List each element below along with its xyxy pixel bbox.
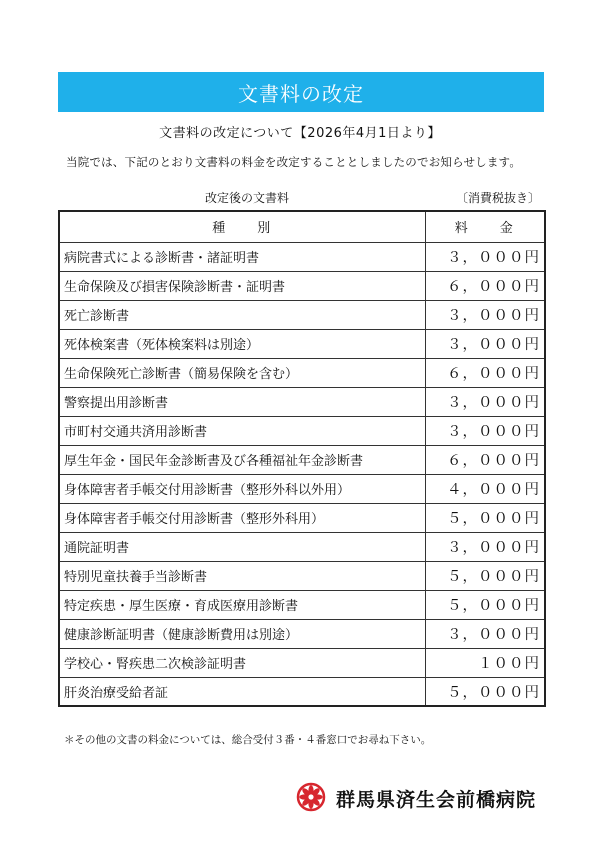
document-type-cell: 学校心・腎疾患二次検診証明書 [59, 648, 425, 677]
document-type-cell: 警察提出用診断書 [59, 387, 425, 416]
table-row [59, 300, 545, 329]
hospital-emblem-icon [296, 782, 326, 812]
document-type-cell: 死体検案書（死体検案料は別途） [59, 329, 425, 358]
fee-cell: ５，０００円 [425, 677, 545, 706]
table-row [59, 561, 545, 590]
table-caption: 改定後の文書料 [205, 191, 290, 205]
page-title: 文書料の改定 [238, 81, 364, 106]
document-type-cell: 身体障害者手帳交付用診断書（整形外科以外用） [59, 474, 425, 503]
tax-note: 〔消費税抜き〕 [456, 191, 541, 205]
fee-cell: ３，０００円 [425, 387, 545, 416]
table-row [59, 445, 545, 474]
table-row [59, 387, 545, 416]
document-type-cell: 特別児童扶養手当診断書 [59, 561, 425, 590]
fee-cell: ３，０００円 [425, 242, 545, 271]
document-type-cell: 厚生年金・国民年金診断書及び各種福祉年金診断書 [59, 445, 425, 474]
table-row [59, 503, 545, 532]
table-row [59, 677, 545, 706]
fee-cell: ５，０００円 [425, 561, 545, 590]
fee-cell: ６，０００円 [425, 358, 545, 387]
fee-cell: ３，０００円 [425, 619, 545, 648]
table-row [59, 532, 545, 561]
page-title-banner [58, 72, 544, 112]
subtitle: 文書料の改定について【2026年4月1日より】 [159, 126, 441, 141]
table-header-row [59, 211, 545, 242]
fee-cell: ５，０００円 [425, 590, 545, 619]
fee-cell: ６，０００円 [425, 445, 545, 474]
document-type-cell: 肝炎治療受給者証 [59, 677, 425, 706]
hospital-name: 群馬県済生会前橋病院 [336, 789, 537, 811]
footnote: ＊その他の文書の料金については、総合受付３番・４番窓口でお尋ね下さい。 [64, 734, 432, 746]
fee-cell: ３，０００円 [425, 300, 545, 329]
fee-cell: ３，０００円 [425, 532, 545, 561]
table-row [59, 474, 545, 503]
table-row [59, 358, 545, 387]
table-row [59, 329, 545, 358]
fee-cell: １００円 [425, 648, 545, 677]
table-row [59, 590, 545, 619]
fee-table [58, 210, 546, 707]
fee-cell: ４，０００円 [425, 474, 545, 503]
header-type: 種 別 [59, 211, 425, 242]
header-fee: 料 金 [425, 211, 545, 242]
table-row [59, 619, 545, 648]
fee-table-body [59, 242, 545, 706]
table-row [59, 271, 545, 300]
document-type-cell: 生命保険死亡診断書（簡易保険を含む） [59, 358, 425, 387]
document-type-cell: 病院書式による診断書・諸証明書 [59, 242, 425, 271]
document-type-cell: 特定疾患・厚生医療・育成医療用診断書 [59, 590, 425, 619]
table-row [59, 242, 545, 271]
table-row [59, 416, 545, 445]
document-type-cell: 健康診断証明書（健康診断費用は別途） [59, 619, 425, 648]
document-type-cell: 死亡診断書 [59, 300, 425, 329]
notice-text: 当院では、下記のとおり文書料の料金を改定することとしましたのでお知らせします。 [66, 155, 522, 169]
fee-cell: ３，０００円 [425, 329, 545, 358]
table-row [59, 648, 545, 677]
fee-cell: ５，０００円 [425, 503, 545, 532]
document-type-cell: 通院証明書 [59, 532, 425, 561]
document-type-cell: 市町村交通共済用診断書 [59, 416, 425, 445]
fee-cell: ３，０００円 [425, 416, 545, 445]
document-type-cell: 身体障害者手帳交付用診断書（整形外科用） [59, 503, 425, 532]
fee-cell: ６，０００円 [425, 271, 545, 300]
document-type-cell: 生命保険及び損害保険診断書・証明書 [59, 271, 425, 300]
